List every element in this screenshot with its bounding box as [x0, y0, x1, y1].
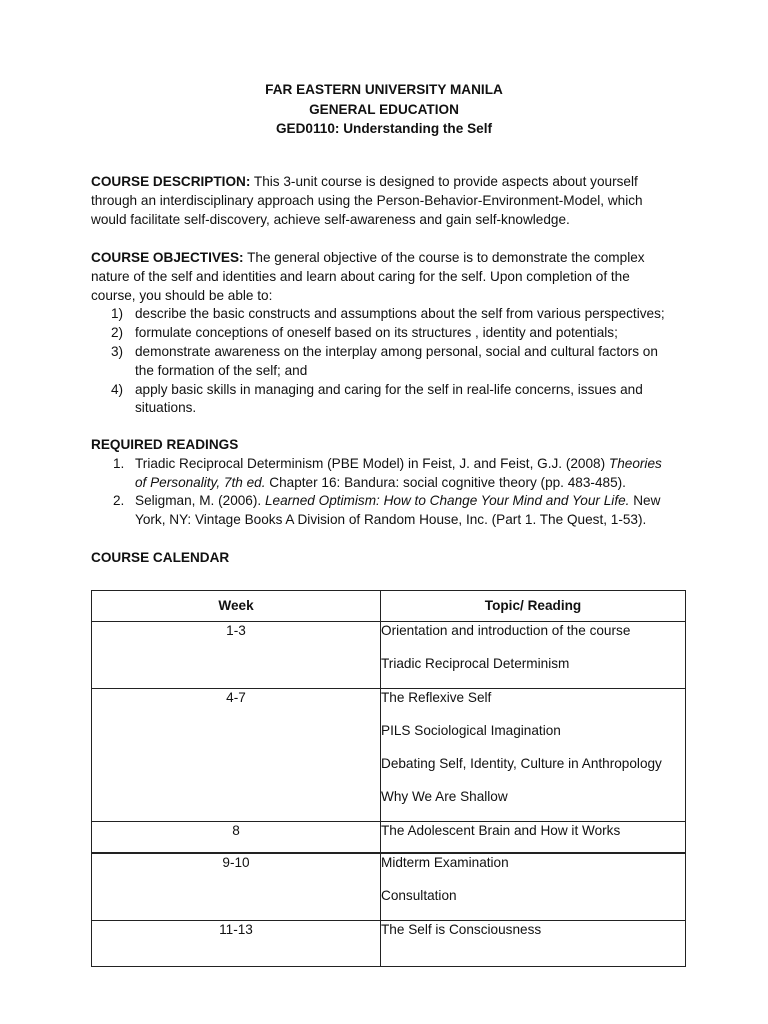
- column-header-topic: Topic/ Reading: [381, 591, 686, 622]
- university-name: FAR EASTERN UNIVERSITY MANILA: [265, 82, 503, 97]
- objective-text: apply basic skills in managing and caring for the self in real-life concerns, issues and situations.: [135, 381, 643, 416]
- week-cell: 8: [92, 822, 381, 854]
- topic-item: Why We Are Shallow: [381, 789, 508, 804]
- topic-item: The Self is Consciousness: [381, 922, 542, 937]
- topic-item: Orientation and introduction of the course: [381, 623, 631, 638]
- course-description: [91, 173, 691, 229]
- topic-item: Midterm Examination: [381, 855, 509, 870]
- reading-text: Chapter 16: Bandura: social cognitive theory (pp. 483-485).: [265, 474, 626, 490]
- topic-item: Triadic Reciprocal Determinism: [381, 656, 570, 671]
- topic-cell: [381, 822, 686, 854]
- objective-number: 3): [111, 343, 124, 359]
- objective-number: 2): [111, 325, 124, 341]
- objective-text: demonstrate awareness on the interplay among personal, social and cultural factors on the formation of the self; and: [135, 343, 658, 378]
- reading-item: [91, 455, 675, 493]
- required-readings: [91, 436, 691, 530]
- objective-item: [91, 343, 680, 381]
- column-header-week: Week: [92, 591, 381, 622]
- objectives-text: The general objective of the course is to demonstrate the complex: [243, 250, 645, 265]
- topic-cell: [381, 689, 686, 822]
- objectives-text: nature of the self and identities and learn about caring for the self. Upon completion of the: [91, 268, 630, 284]
- topic-cell: [381, 622, 686, 689]
- department-name: GENERAL EDUCATION: [309, 101, 459, 117]
- topic-item: Debating Self, Identity, Culture in Anthropology: [381, 756, 662, 771]
- objective-number: 4): [111, 381, 124, 397]
- topic-cell: [381, 921, 686, 967]
- reading-text: Triadic Reciprocal Determinism (PBE Model) in Feist, J. and Feist, G.J. (2008): [135, 455, 609, 471]
- objective-number: 1): [111, 306, 124, 322]
- description-label: COURSE DESCRIPTION:: [91, 174, 251, 189]
- objective-item: [91, 324, 691, 343]
- course-calendar-table: [91, 590, 686, 967]
- description-text: This 3-unit course is designed to provide aspects about yourself: [250, 174, 638, 189]
- readings-label: REQUIRED READINGS: [91, 437, 239, 452]
- reading-text: New York, NY: Vintage Books A Division of Random House, Inc. (Part 1. The Quest, 1-53).: [135, 493, 661, 528]
- reading-item: [91, 492, 675, 530]
- description-text: through an interdisciplinary approach using the Person-Behavior-Environment-Model, which: [91, 192, 643, 208]
- table-header-row: [92, 591, 686, 622]
- topic-item: PILS Sociological Imagination: [381, 723, 561, 738]
- table-row: [92, 689, 686, 822]
- table-row: [92, 853, 686, 921]
- reading-number: 1.: [113, 455, 125, 471]
- objective-text: formulate conceptions of oneself based on its structures , identity and potentials;: [135, 325, 618, 341]
- objective-item: [91, 305, 691, 324]
- course-title: GED0110: Understanding the Self: [275, 121, 493, 136]
- topic-item: The Reflexive Self: [381, 690, 492, 705]
- topic-item: Consultation: [381, 888, 457, 903]
- week-cell: 11-13: [92, 921, 381, 967]
- course-objectives: [91, 249, 691, 418]
- reading-number: 2.: [113, 493, 125, 509]
- table-row: [92, 921, 686, 967]
- week-cell: 1-3: [92, 622, 381, 689]
- table-row: [92, 822, 686, 854]
- week-cell: 4-7: [92, 689, 381, 822]
- objective-item: [91, 381, 665, 419]
- table-row: [92, 622, 686, 689]
- reading-text: Seligman, M. (2006).: [135, 493, 265, 509]
- description-text: would facilitate self-discovery, achieve self-awareness and gain self-knowledge.: [91, 211, 570, 227]
- calendar-label: COURSE CALENDAR: [91, 550, 230, 565]
- objective-text: describe the basic constructs and assumptions about the self from various perspectives;: [135, 306, 665, 322]
- week-cell: 9-10: [92, 853, 381, 921]
- objectives-label: COURSE OBJECTIVES:: [91, 250, 244, 265]
- reading-title: Learned Optimism: How to Change Your Mind and Your Life.: [264, 493, 630, 509]
- document-header: [0, 80, 768, 139]
- topic-item: The Adolescent Brain and How it Works: [381, 823, 621, 838]
- reading-title: Theories of Personality, 7th ed.: [135, 455, 662, 490]
- objectives-text: course, you should be able to:: [91, 287, 273, 303]
- topic-cell: [381, 853, 686, 921]
